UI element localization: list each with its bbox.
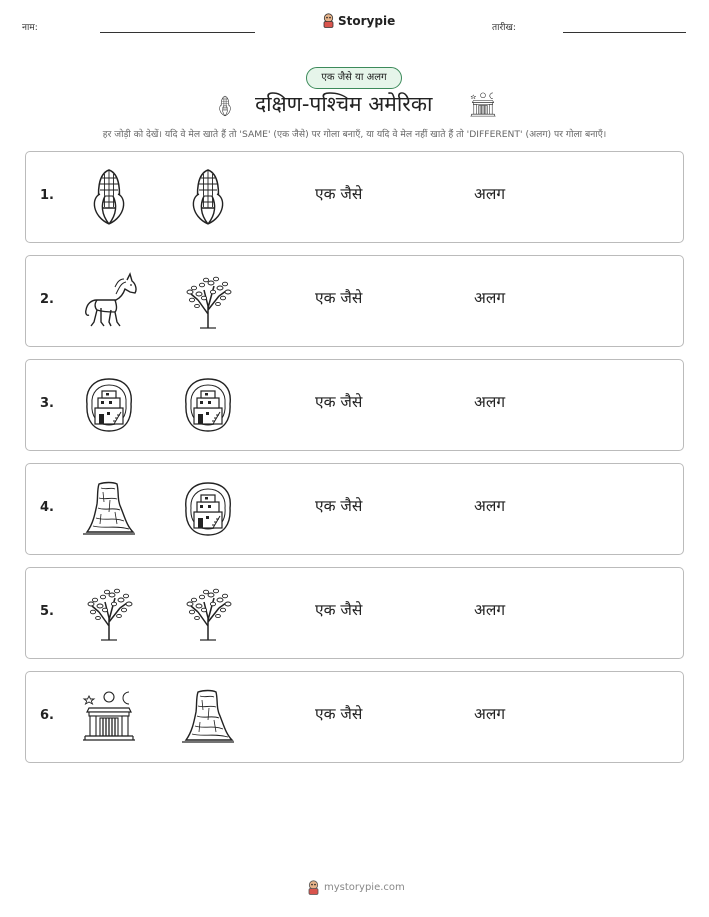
question-row xyxy=(25,151,684,243)
question-row xyxy=(25,359,684,451)
cliff-dwelling-icon xyxy=(178,374,238,436)
corn-icon xyxy=(214,91,236,121)
mesa-rock-icon xyxy=(178,686,238,748)
question-number: 3. xyxy=(40,396,54,411)
footer xyxy=(307,880,405,895)
different-option[interactable]: अलग xyxy=(474,497,506,515)
desert-shrub-icon xyxy=(178,270,238,332)
corn-icon xyxy=(178,166,238,228)
same-option[interactable]: एक जैसे xyxy=(315,289,363,307)
same-option[interactable]: एक जैसे xyxy=(315,601,363,619)
same-option[interactable]: एक जैसे xyxy=(315,705,363,723)
desert-shrub-icon xyxy=(79,582,139,644)
same-option[interactable]: एक जैसे xyxy=(315,393,363,411)
different-option[interactable]: अलग xyxy=(474,289,506,307)
date-line[interactable] xyxy=(563,32,686,33)
question-row xyxy=(25,463,684,555)
question-row xyxy=(25,255,684,347)
mesa-rock-icon xyxy=(79,478,139,540)
brand-name: Storypie xyxy=(338,13,396,28)
different-option[interactable]: अलग xyxy=(474,705,506,723)
horse-icon xyxy=(79,270,139,332)
instructions: हर जोड़ी को देखें। यदि वे मेल खाते हैं तो 'SAME' (एक जैसे) पर गोला बनाएँ, या यदि वे मेल नहीं खाते हैं तो 'DIFFERENT' (अलग) पर गोला बनाएँ। xyxy=(102,129,607,140)
question-number: 2. xyxy=(40,292,54,307)
cliff-dwelling-icon xyxy=(178,478,238,540)
same-option[interactable]: एक जैसे xyxy=(315,185,363,203)
corn-icon xyxy=(79,166,139,228)
question-number: 6. xyxy=(40,708,54,723)
brand-logo xyxy=(322,13,395,28)
name-label: नाम: xyxy=(22,23,38,33)
different-option[interactable]: अलग xyxy=(474,601,506,619)
cliff-dwelling-icon xyxy=(79,374,139,436)
storypie-mascot-icon xyxy=(307,880,320,895)
adobe-temple-icon xyxy=(79,686,139,748)
question-number: 4. xyxy=(40,500,54,515)
question-row xyxy=(25,567,684,659)
different-option[interactable]: अलग xyxy=(474,393,506,411)
same-option[interactable]: एक जैसे xyxy=(315,497,363,515)
desert-shrub-icon xyxy=(178,582,238,644)
adobe-temple-icon xyxy=(468,90,498,120)
different-option[interactable]: अलग xyxy=(474,185,506,203)
worksheet-tag: एक जैसे या अलग xyxy=(306,67,402,89)
storypie-mascot-icon xyxy=(322,13,335,28)
footer-site: mystorypie.com xyxy=(324,882,405,893)
question-row xyxy=(25,671,684,763)
question-number: 1. xyxy=(40,188,54,203)
question-number: 5. xyxy=(40,604,54,619)
name-line[interactable] xyxy=(100,32,255,33)
page-title: दक्षिण-पश्चिम अमेरिका xyxy=(255,92,433,116)
date-label: तारीख: xyxy=(492,23,516,33)
